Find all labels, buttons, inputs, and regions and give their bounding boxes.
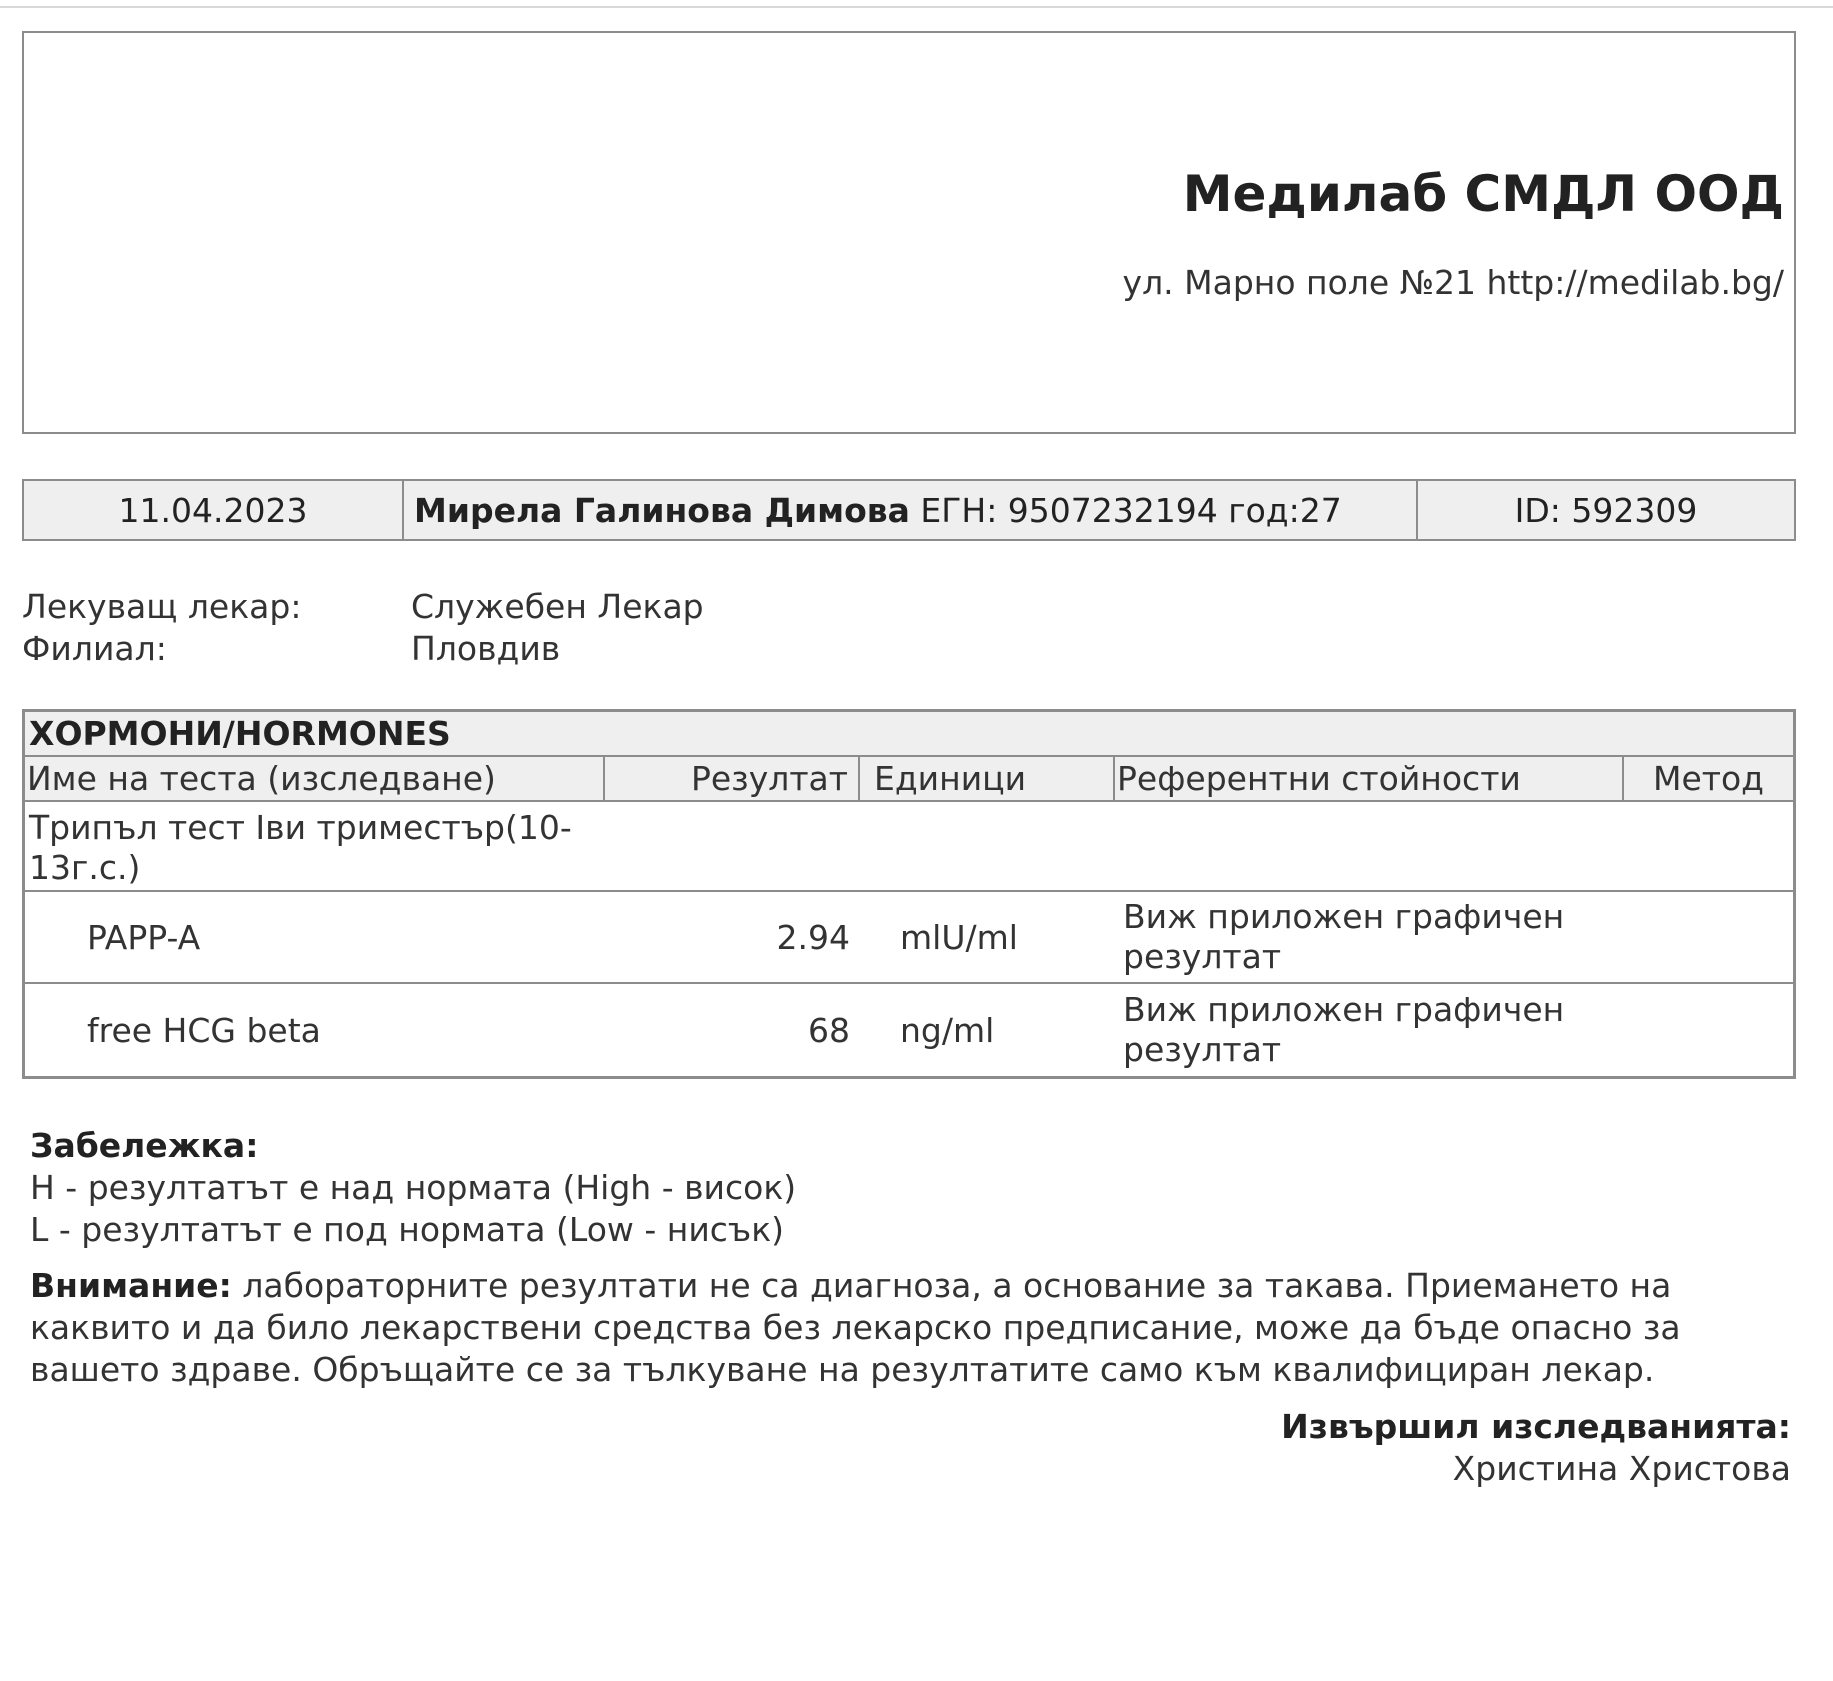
warning-text: лабораторните резултати не са диагноза, а основание за такава. Приемането на каквито и да било лекарствени средства без лекарско предписание, може да бъде опасно за вашето здраве. Обръщайте се за тълкуване на резултатите само към квалифициран лекар. bbox=[30, 1266, 1681, 1389]
warning-block bbox=[30, 1265, 1730, 1391]
notes-title: Забележка: bbox=[30, 1126, 259, 1165]
branch-row bbox=[22, 627, 704, 669]
test-reference-text: Виж приложен графичен резултат bbox=[1123, 897, 1565, 976]
test-method bbox=[1624, 892, 1793, 982]
lab-header bbox=[22, 31, 1796, 434]
test-units: ng/ml bbox=[900, 1010, 995, 1050]
test-reference-text: Виж приложен графичен резултат bbox=[1123, 990, 1565, 1069]
doctor-label: Лекуващ лекар: bbox=[22, 586, 302, 626]
section-title: ХОРМОНИ/HORMONES bbox=[25, 712, 1793, 757]
report-date: 11.04.2023 bbox=[24, 481, 404, 539]
col-header-units: Единици bbox=[860, 757, 1115, 800]
patient-info-bar bbox=[22, 479, 1796, 541]
note-high: H - резултатът е над нормата (High - висок) bbox=[30, 1168, 797, 1207]
test-result: 2.94 bbox=[776, 917, 850, 957]
test-group-row bbox=[25, 802, 1793, 892]
signature-name: Христина Христова bbox=[1452, 1449, 1791, 1488]
doctor-row bbox=[22, 585, 704, 627]
warning-label: Внимание: bbox=[30, 1266, 232, 1305]
patient-details bbox=[404, 481, 1418, 539]
lab-address: ул. Марно поле №21 http://medilab.bg/ bbox=[1122, 263, 1784, 302]
test-group-name: Трипъл тест Іви триместър(10-13г.с.) bbox=[29, 808, 572, 887]
notes-block bbox=[30, 1125, 1800, 1251]
branch-value: Пловдив bbox=[411, 628, 561, 668]
test-name: free HCG beta bbox=[87, 1010, 321, 1050]
signature-label: Извършил изследванията: bbox=[1281, 1407, 1791, 1446]
results-table bbox=[22, 709, 1796, 1079]
test-reference bbox=[1115, 892, 1624, 982]
col-header-name: Име на теста (изследване) bbox=[25, 757, 605, 800]
col-header-result: Резултат bbox=[605, 757, 860, 800]
col-header-reference: Референтни стойности bbox=[1115, 757, 1624, 800]
top-divider bbox=[0, 6, 1833, 8]
col-header-method: Метод bbox=[1652, 759, 1764, 798]
doctor-info bbox=[22, 585, 704, 669]
lab-name: Медилаб СМДЛ ООД bbox=[1182, 165, 1784, 223]
note-low: L - резултатът е под нормата (Low - нисък) bbox=[30, 1210, 785, 1249]
signature-block bbox=[1281, 1406, 1791, 1490]
report-id: ID: 592309 bbox=[1514, 490, 1698, 530]
test-reference bbox=[1115, 984, 1624, 1076]
branch-label: Филиал: bbox=[22, 628, 167, 668]
test-result: 68 bbox=[808, 1010, 850, 1050]
doctor-value: Служебен Лекар bbox=[411, 586, 704, 626]
patient-egn: ЕГН: 9507232194 год:27 bbox=[920, 490, 1342, 530]
table-row bbox=[25, 984, 1793, 1076]
test-method bbox=[1624, 984, 1793, 1076]
test-units: mlU/ml bbox=[900, 917, 1018, 957]
patient-name: Мирела Галинова Димова bbox=[414, 490, 910, 530]
test-name: PAPP-A bbox=[87, 917, 201, 957]
table-header bbox=[25, 757, 1793, 802]
table-row bbox=[25, 892, 1793, 984]
